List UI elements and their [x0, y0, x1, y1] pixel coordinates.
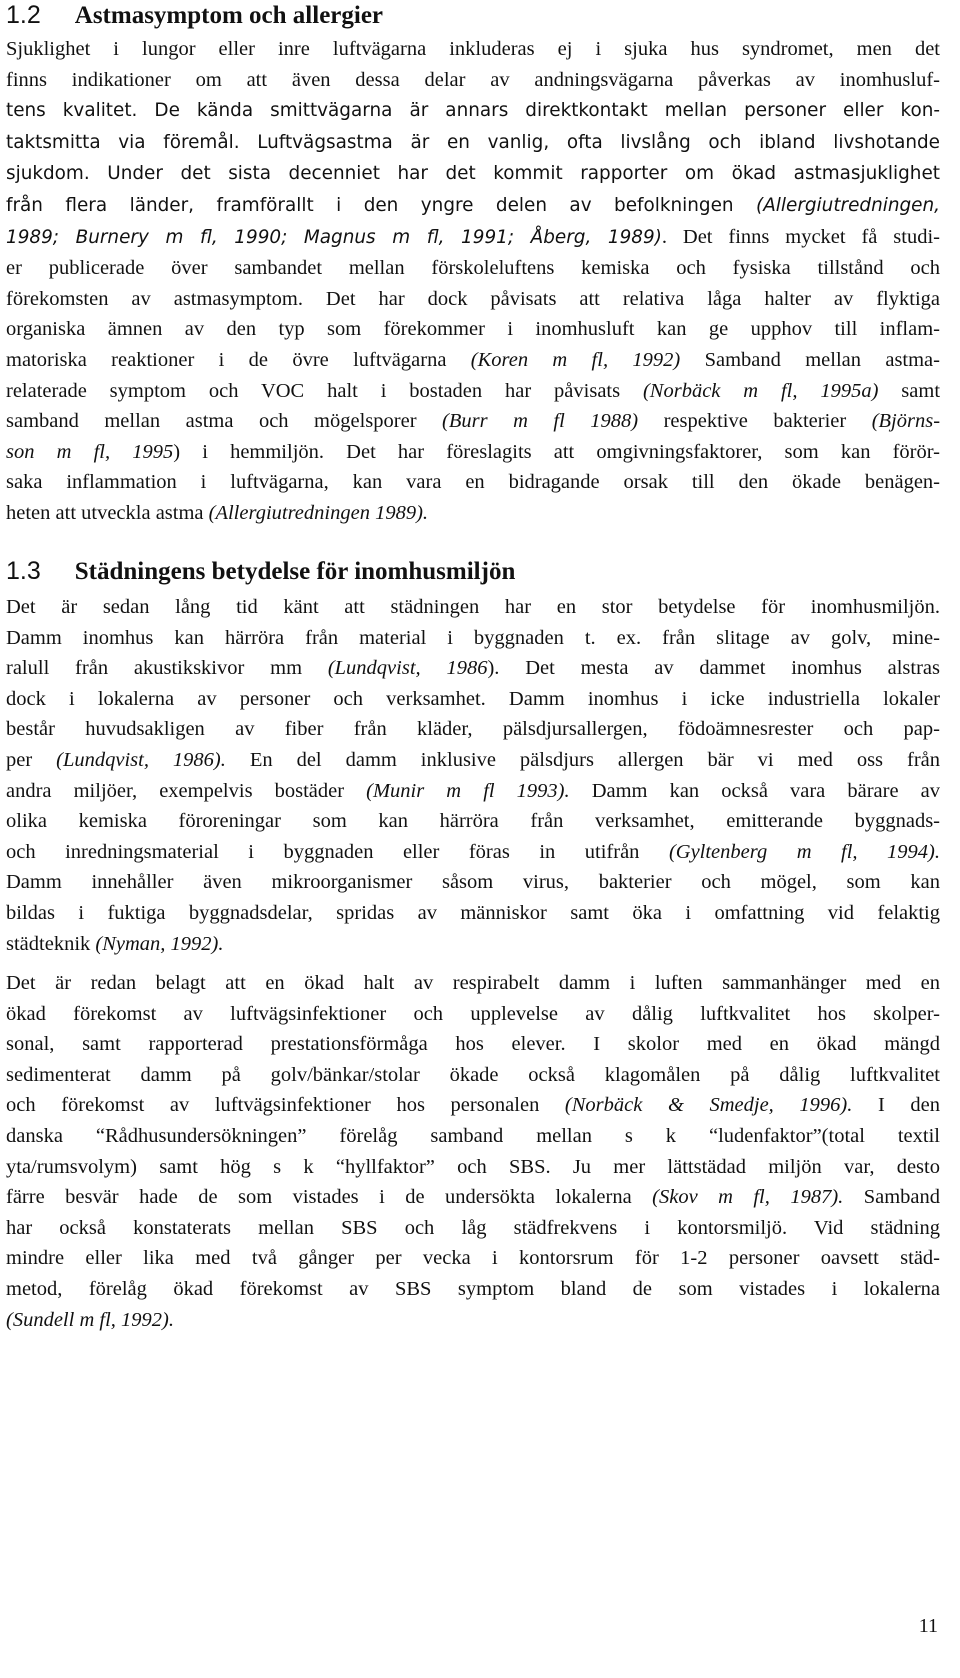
text-line [6, 190, 940, 222]
text-line [6, 1243, 940, 1274]
citation-text: son m fl, 1995 [6, 440, 174, 463]
body-text: Damm kan också vara bärare av [569, 779, 940, 802]
body-text: taktsmitta via föremål. Luftvägsastma är en vanlig, ofta livslång och ibland livshotande [6, 131, 940, 153]
section-title: Städningens betydelse för inomhusmiljön [74, 558, 516, 585]
citation-text: (Koren m fl, 1992) [470, 348, 681, 371]
text-line [6, 653, 940, 684]
text-line [6, 284, 940, 315]
body-text: saka inflammation i luftvägarna, kan vara en bidragande orsak till den ökade benägen- [6, 471, 940, 494]
page-number: 11 [918, 1615, 938, 1637]
body-text: respektive bakterier [638, 410, 872, 433]
citation-text: (Skov m fl, 1987). [652, 1186, 844, 1209]
citation-text: (Norbäck & Smedje, 1996). [564, 1094, 853, 1117]
body-text: bildas i fuktiga byggnadsdelar, spridas av människor samt öka i omfattning vid felaktig [6, 901, 940, 924]
text-line [6, 999, 940, 1030]
body-text: Det är redan belagt att en ökad halt av respirabelt damm i luften sammanhänger med en [6, 972, 940, 994]
body-text: från flera länder, framförallt i den yngre delen av befolkningen [6, 194, 757, 216]
citation-text: (Lundqvist, 1986 [327, 657, 488, 680]
text-line [6, 253, 940, 284]
text-line [6, 1182, 940, 1213]
body-text: och inredningsmaterial i byggnaden eller föras in utifrån [6, 840, 669, 863]
text-line [6, 95, 940, 127]
citation-text: (Burr m fl 1988) [442, 410, 639, 433]
body-text: städteknik [6, 932, 96, 955]
body-text: Det är sedan lång tid känt att städningen har en stor betydelse för inomhusmiljön. [6, 596, 940, 618]
body-text: förekomsten av astmasymptom. Det har dock påvisats att relativa låga halter av flyktiga [6, 287, 940, 310]
body-text: sjukdom. Under det sista decenniet har det kommit rapporter om ökad astmasjuklighet [6, 163, 940, 185]
text-line [6, 968, 940, 999]
body-text: Damm inomhus kan härröra från material i byggnaden t. ex. från slitage av golv, mine- [6, 626, 940, 649]
body-text: färre besvär hade de som vistades i de undersökta lokalerna [6, 1186, 653, 1209]
text-line [6, 376, 940, 407]
text-line [6, 1121, 940, 1152]
citation-text: (Munir m fl 1993). [366, 779, 570, 802]
body-text: ). Det mesta av dammet inomhus alstras [487, 657, 940, 680]
body-text: olika kemiska föroreningar som kan härröra från verksamhet, emitterande byggnads- [6, 810, 940, 833]
body-text: . Det finns mycket få studi- [661, 225, 940, 248]
paragraph-stadning-1 [6, 592, 940, 959]
text-line [6, 437, 940, 468]
section-number: 1.3 [6, 557, 41, 585]
body-text: ) i hemmiljön. Det har föreslagits att omgivningsfaktorer, som kan förör- [173, 440, 940, 463]
body-text: yta/rumsvolym) samt hög s k “hyllfaktor” och SBS. Ju mer lättstädad miljön var, desto [6, 1155, 940, 1178]
body-text: tens kvalitet. De kända smittvägarna är annars direktkontakt mellan personer eller kon- [6, 100, 940, 122]
text-line [6, 867, 940, 898]
text-line [6, 158, 940, 190]
text-line [6, 345, 940, 376]
body-text: Samband mellan astma- [680, 348, 940, 371]
body-text: per [6, 748, 57, 771]
body-text: samt [878, 379, 941, 402]
text-line [6, 314, 940, 345]
citation-text: 1989; Burnery m fl, 1990; Magnus m fl, 1991; Åberg, 1989) [6, 226, 662, 248]
text-line [6, 1060, 940, 1091]
text-line [6, 467, 940, 498]
body-text: Samband [843, 1186, 941, 1209]
citation-text: (Allergiutredningen 1989). [208, 501, 429, 524]
body-text: danska “Rådhusundersökningen” förelåg samband mellan s k “ludenfaktor”(total textil [6, 1124, 940, 1147]
body-text: matoriska reaktioner i de övre luftvägarna [6, 348, 471, 371]
section-title: Astmasymptom och allergier [74, 2, 384, 29]
text-line [6, 714, 940, 745]
citation-text: (Lundqvist, 1986). [56, 748, 226, 771]
body-text: I den [852, 1094, 940, 1117]
body-text: heten att utveckla astma [6, 501, 209, 524]
body-text: er publicerade över sambandet mellan förskoleluftens kemiska och fysiska tillstånd och [6, 257, 940, 280]
section-heading-1-2 [6, 0, 383, 31]
citation-text: (Björns- [871, 410, 941, 433]
body-text: organiska ämnen av den typ som förekommer i inomhusluft kan ge upphov till inflam- [6, 318, 940, 341]
body-text: andra miljöer, exempelvis bostäder [6, 779, 367, 802]
text-line [6, 684, 940, 715]
text-line [6, 127, 940, 159]
citation-text: (Sundell m fl, 1992). [6, 1308, 174, 1331]
text-line [6, 222, 940, 254]
text-line [6, 65, 940, 96]
text-line [6, 898, 940, 929]
text-line [6, 806, 940, 837]
text-line [6, 1305, 940, 1336]
section-heading-1-3 [6, 556, 515, 587]
body-text: sedimenterat damm på golv/bänkar/stolar ökade också klagomålen på dålig luftkvalitet [6, 1063, 940, 1086]
body-text: Sjuklighet i lungor eller inre luftvägarna inkluderas ej i sjuka hus syndromet, men det [6, 38, 940, 60]
text-line [6, 776, 940, 807]
text-line [6, 1274, 940, 1305]
citation-text: (Nyman, 1992). [95, 932, 224, 955]
body-text: ralull från akustikskivor mm [6, 657, 328, 680]
citation-text: (Norbäck m fl, 1995a) [642, 379, 879, 402]
body-text: mindre eller lika med två gånger per vecka i kontorsrum för 1-2 personer oavsett städ- [6, 1247, 940, 1270]
text-line [6, 745, 940, 776]
body-text: består huvudsakligen av fiber från kläder, pälsdjursallergen, födoämnesrester och pap- [6, 718, 940, 741]
body-text: dock i lokalerna av personer och verksamhet. Damm inomhus i icke industriella lokaler [6, 687, 940, 710]
body-text: sonal, samt rapporterad prestationsförmåga hos elever. I skolor med en ökad mängd [6, 1033, 940, 1056]
text-line [6, 34, 940, 65]
body-text: En del damm inklusive pälsdjurs allergen bär vi med oss från [225, 748, 940, 771]
body-text: metod, förelåg ökad förekomst av SBS symptom bland de som vistades i lokalerna [6, 1277, 940, 1300]
paragraph-astma [6, 34, 940, 529]
text-line [6, 1213, 940, 1244]
body-text: relaterade symptom och VOC halt i bostaden har påvisats [6, 379, 643, 402]
body-text: och förekomst av luftvägsinfektioner hos personalen [6, 1094, 565, 1117]
text-line [6, 498, 940, 529]
citation-text: (Allergiutredningen, [756, 194, 940, 216]
body-text: finns indikationer om att även dessa delar av andningsvägarna påverkas av inomhusluf- [6, 68, 940, 91]
section-number: 1.2 [6, 1, 41, 29]
text-line [6, 1152, 940, 1183]
text-line [6, 592, 940, 623]
text-line [6, 1029, 940, 1060]
text-line [6, 929, 940, 960]
body-text: ökad förekomst av luftvägsinfektioner och upplevelse av dålig luftkvalitet hos skolper- [6, 1002, 940, 1025]
text-line [6, 837, 940, 868]
citation-text: (Gyltenberg m fl, 1994). [668, 840, 940, 863]
body-text: samband mellan astma och mögelsporer [6, 410, 443, 433]
paragraph-stadning-2 [6, 968, 940, 1335]
body-text: har också konstaterats mellan SBS och låg städfrekvens i kontorsmiljö. Vid städning [6, 1216, 940, 1239]
body-text: Damm innehåller även mikroorganismer såsom virus, bakterier och mögel, som kan [6, 871, 940, 894]
text-line [6, 406, 940, 437]
text-line [6, 623, 940, 654]
text-line [6, 1090, 940, 1121]
